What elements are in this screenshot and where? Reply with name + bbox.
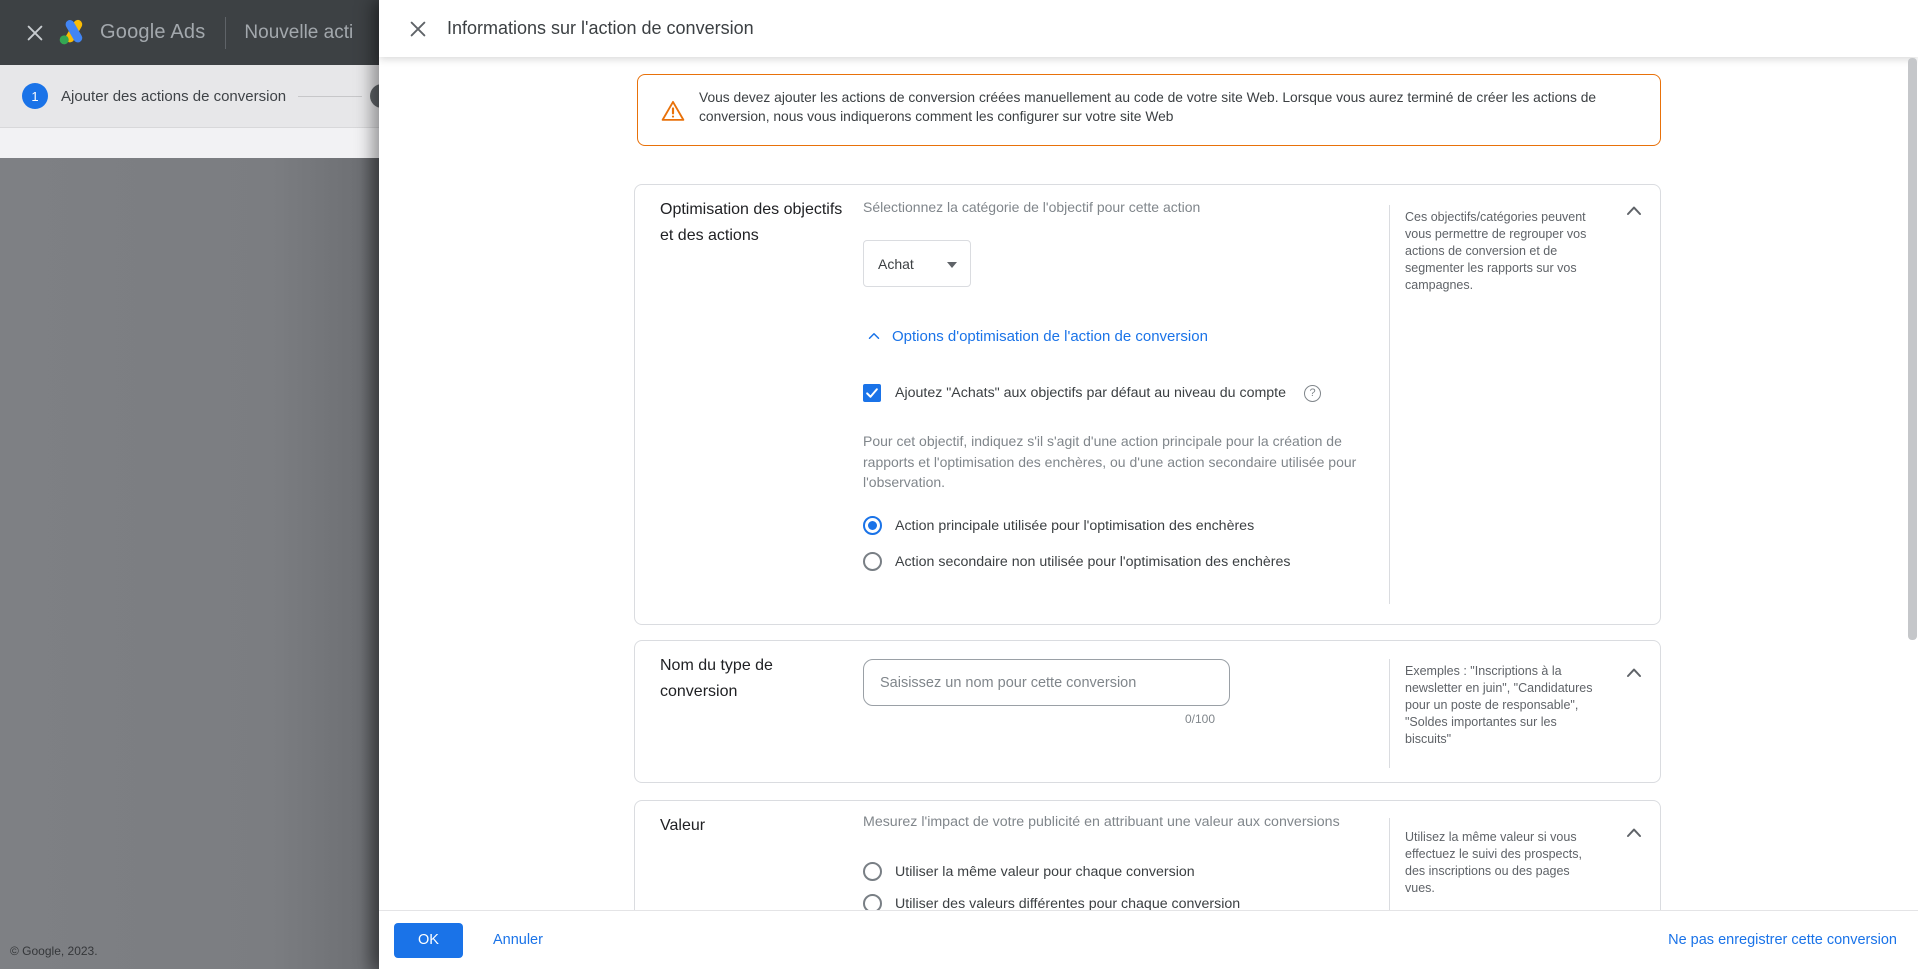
product-name: Google Ads: [100, 21, 206, 43]
category-dropdown[interactable]: [863, 240, 971, 287]
chevron-up-icon: [1622, 821, 1646, 845]
dialog-header: [379, 0, 1918, 57]
step-1-circle: 1: [22, 83, 48, 109]
radio-secondary-action[interactable]: [863, 552, 1290, 571]
default-goal-checkbox-label: Ajoutez "Achats" aux objectifs par défaut au niveau du compte: [895, 385, 1287, 401]
section-title: Nom du type de conversion: [660, 657, 773, 700]
collapse-section-button[interactable]: [1622, 821, 1646, 845]
card-divider: [1389, 659, 1390, 768]
section-title: Valeur: [660, 817, 706, 834]
page-background-strip: [0, 128, 379, 158]
card-divider: [1389, 205, 1390, 604]
radio-unselected-icon: [863, 862, 882, 881]
close-icon[interactable]: [407, 18, 429, 40]
goal-category-help-text: Ces objectifs/catégories peuvent vous permettre de regrouper vos actions de conversion et de segmenter les rapports sur vos campagnes.: [1405, 210, 1587, 292]
card-goal-optimization: [634, 184, 1661, 625]
radio-unselected-icon: [863, 552, 882, 571]
card-conversion-name: [634, 640, 1661, 783]
modal-scrim: [0, 158, 379, 969]
default-goal-checkbox-row: [863, 384, 1321, 402]
default-goal-checkbox[interactable]: [863, 384, 881, 402]
conversion-name-input[interactable]: [863, 659, 1230, 706]
radio-primary-action-label: Action principale utilisée pour l'optimisation des enchères: [895, 517, 1255, 534]
chevron-up-icon: [1622, 661, 1646, 685]
topbar-divider: [225, 17, 226, 49]
category-dropdown-value: Achat: [878, 255, 914, 272]
radio-selected-icon: [863, 516, 882, 535]
card-conversion-value: [634, 800, 1661, 910]
category-select-label: Sélectionnez la catégorie de l'objectif pour cette action: [863, 199, 1201, 215]
caret-down-icon: [947, 262, 957, 268]
value-help-text: Utilisez la même valeur si vous effectuez le suivi des prospects, des inscriptions ou des pages vues.: [1405, 830, 1582, 895]
discard-conversion-link[interactable]: Ne pas enregistrer cette conversion: [1668, 932, 1897, 948]
close-icon[interactable]: [24, 22, 46, 44]
cancel-button[interactable]: Annuler: [492, 932, 543, 948]
card-divider: [1389, 818, 1390, 910]
dialog-title: Informations sur l'action de conversion: [447, 18, 754, 38]
radio-different-values[interactable]: [863, 894, 1240, 910]
radio-secondary-action-label: Action secondaire non utilisée pour l'optimisation des enchères: [895, 553, 1291, 570]
warning-text: Vous devez ajouter les actions de conversion créées manuellement au code de votre site Web. Lorsque vous aurez terminé de créer les actions de conversion, nous vous indiquerons comment les configurer sur votre site Web: [699, 90, 1597, 124]
step-connector: [298, 96, 362, 97]
primary-secondary-explanation: Pour cet objectif, indiquez s'il s'agit d'une action principale pour la création de rapports et l'optimisation des enchères, ou d'une action secondaire utilisée pour l'observation.: [863, 433, 1357, 490]
help-icon[interactable]: ?: [1304, 385, 1321, 402]
character-counter: 0/100: [1184, 712, 1215, 726]
google-ads-logo-icon: [58, 18, 90, 48]
optimization-options-link[interactable]: [865, 327, 1208, 345]
dialog-body: [379, 57, 1918, 910]
warning-banner: [637, 74, 1661, 146]
step-1-label: Ajouter des actions de conversion: [61, 87, 287, 105]
copyright-text: © Google, 2023.: [10, 944, 98, 958]
radio-unselected-icon: [863, 894, 882, 910]
scrollbar-thumb[interactable]: [1908, 58, 1917, 640]
radio-different-values-label: Utiliser des valeurs différentes pour chaque conversion: [895, 895, 1241, 910]
value-description: Mesurez l'impact de votre publicité en attribuant une valeur aux conversions: [863, 814, 1340, 830]
optimization-options-link-label: Options d'optimisation de l'action de conversion: [892, 327, 1208, 345]
section-title: Optimisation des objectifs et des actions: [660, 201, 843, 244]
radio-same-value[interactable]: [863, 862, 1195, 881]
collapse-section-button[interactable]: [1622, 661, 1646, 685]
ok-button[interactable]: OK: [394, 923, 463, 958]
dialog-footer: [379, 910, 1918, 969]
topbar-page-title: Nouvelle acti: [244, 21, 354, 43]
radio-same-value-label: Utiliser la même valeur pour chaque conversion: [895, 863, 1195, 880]
warning-icon: [660, 98, 686, 124]
conversion-info-dialog: [379, 0, 1918, 969]
collapse-section-button[interactable]: [1622, 199, 1646, 223]
name-examples-help-text: Exemples : "Inscriptions à la newsletter en juin", "Candidatures pour un poste de responsable", "Soldes importantes sur les biscuits": [1405, 664, 1593, 746]
chevron-up-icon: [1622, 199, 1646, 223]
chevron-up-icon: [865, 327, 883, 345]
radio-primary-action[interactable]: [863, 516, 1254, 535]
